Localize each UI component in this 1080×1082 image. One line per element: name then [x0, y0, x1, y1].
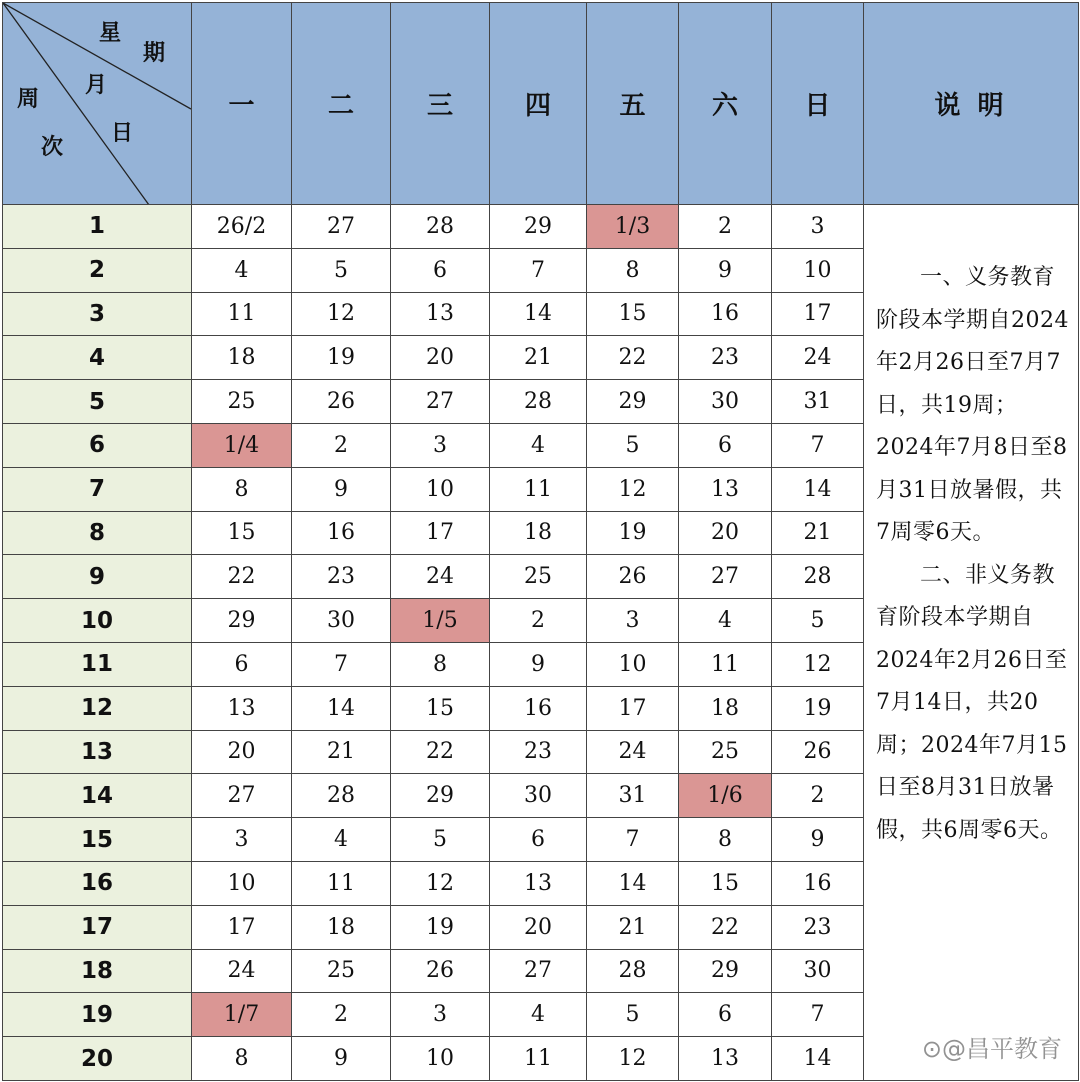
watermark-text: @昌平教育	[942, 1035, 1062, 1063]
corner-label-qi: 期	[143, 41, 166, 66]
date-cell: 13	[679, 467, 772, 511]
date-cell: 13	[192, 686, 292, 730]
week-number-cell: 9	[3, 555, 192, 599]
date-cell: 26	[292, 380, 391, 424]
date-cell: 5	[772, 599, 864, 643]
date-cell: 13	[490, 861, 587, 905]
date-cell: 3	[587, 599, 679, 643]
date-cell: 27	[192, 774, 292, 818]
date-cell: 31	[587, 774, 679, 818]
date-cell: 10	[391, 467, 490, 511]
date-cell: 18	[679, 686, 772, 730]
date-cell: 17	[192, 905, 292, 949]
weibo-icon: ⊙	[921, 1035, 942, 1063]
header-notes: 说 明	[864, 3, 1079, 205]
header-day-fri: 五	[587, 3, 679, 205]
week-number-cell: 14	[3, 774, 192, 818]
date-cell: 19	[772, 686, 864, 730]
date-cell: 3	[192, 818, 292, 862]
date-cell: 2	[292, 993, 391, 1037]
date-cell: 8	[587, 248, 679, 292]
date-cell: 2	[679, 205, 772, 249]
date-cell: 28	[391, 205, 490, 249]
notes-cell	[864, 205, 1079, 1081]
header-day-thu: 四	[490, 3, 587, 205]
date-cell: 25	[292, 949, 391, 993]
date-cell: 7	[772, 993, 864, 1037]
date-cell: 20	[679, 511, 772, 555]
week-number-cell: 15	[3, 818, 192, 862]
date-cell: 17	[391, 511, 490, 555]
date-cell: 11	[490, 467, 587, 511]
date-cell: 6	[391, 248, 490, 292]
date-cell: 26	[587, 555, 679, 599]
date-cell: 17	[772, 292, 864, 336]
date-cell: 26	[772, 730, 864, 774]
date-cell: 14	[587, 861, 679, 905]
header-corner-cell	[3, 3, 192, 205]
date-cell: 19	[391, 905, 490, 949]
month-start-cell: 1/6	[679, 774, 772, 818]
date-cell: 16	[292, 511, 391, 555]
notes-paragraph-p2: 二、非义务教育阶段本学期自2024年2月26日至7月14日，共20周；2024年7月15日至8月31日放暑假，共6周零6天。	[876, 562, 1068, 843]
date-cell: 27	[391, 380, 490, 424]
week-number-cell: 17	[3, 905, 192, 949]
date-cell: 12	[587, 467, 679, 511]
date-cell: 14	[772, 467, 864, 511]
week-number-cell: 8	[3, 511, 192, 555]
date-cell: 22	[391, 730, 490, 774]
date-cell: 11	[292, 861, 391, 905]
date-cell: 3	[772, 205, 864, 249]
date-cell: 2	[292, 423, 391, 467]
date-cell: 8	[192, 1037, 292, 1081]
date-cell: 29	[490, 205, 587, 249]
header-day-tue: 二	[292, 3, 391, 205]
date-cell: 24	[772, 336, 864, 380]
header-day-wed: 三	[391, 3, 490, 205]
date-cell: 3	[391, 423, 490, 467]
date-cell: 19	[292, 336, 391, 380]
date-cell: 22	[192, 555, 292, 599]
notes-paragraph-p1: 一、义务教育阶段本学期自2024年2月26日至7月7日，共19周；2024年7月8日至8月31日放暑假，共7周零6天。	[876, 265, 1069, 545]
date-cell: 5	[587, 993, 679, 1037]
date-cell: 27	[292, 205, 391, 249]
date-cell: 17	[587, 686, 679, 730]
date-cell: 12	[292, 292, 391, 336]
week-number-cell: 19	[3, 993, 192, 1037]
week-number-cell: 18	[3, 949, 192, 993]
date-cell: 21	[490, 336, 587, 380]
header-row	[3, 3, 1079, 205]
date-cell: 27	[490, 949, 587, 993]
date-cell: 9	[772, 818, 864, 862]
date-cell: 30	[490, 774, 587, 818]
date-cell: 11	[490, 1037, 587, 1081]
corner-label-yue: 月	[85, 73, 108, 98]
date-cell: 18	[490, 511, 587, 555]
date-cell: 6	[490, 818, 587, 862]
school-calendar-table	[2, 2, 1079, 1081]
date-cell: 9	[490, 642, 587, 686]
date-cell: 11	[192, 292, 292, 336]
date-cell: 3	[391, 993, 490, 1037]
date-cell: 2	[772, 774, 864, 818]
date-cell: 7	[292, 642, 391, 686]
month-start-cell: 1/3	[587, 205, 679, 249]
date-cell: 18	[292, 905, 391, 949]
date-cell: 26	[391, 949, 490, 993]
month-start-cell: 1/7	[192, 993, 292, 1037]
date-cell: 15	[587, 292, 679, 336]
date-cell: 30	[772, 949, 864, 993]
date-cell: 16	[772, 861, 864, 905]
date-cell: 4	[490, 993, 587, 1037]
table-row	[3, 205, 1079, 249]
date-cell: 28	[772, 555, 864, 599]
week-number-cell: 13	[3, 730, 192, 774]
date-cell: 30	[292, 599, 391, 643]
date-cell: 2	[490, 599, 587, 643]
date-cell: 25	[490, 555, 587, 599]
date-cell: 16	[679, 292, 772, 336]
header-day-sat: 六	[679, 3, 772, 205]
date-cell: 8	[192, 467, 292, 511]
date-cell: 8	[391, 642, 490, 686]
week-number-cell: 1	[3, 205, 192, 249]
date-cell: 23	[292, 555, 391, 599]
date-cell: 11	[679, 642, 772, 686]
date-cell: 15	[679, 861, 772, 905]
date-cell: 8	[679, 818, 772, 862]
corner-label-ri: 日	[111, 121, 134, 146]
date-cell: 22	[679, 905, 772, 949]
date-cell: 7	[772, 423, 864, 467]
date-cell: 7	[587, 818, 679, 862]
date-cell: 28	[587, 949, 679, 993]
week-number-cell: 12	[3, 686, 192, 730]
date-cell: 28	[490, 380, 587, 424]
date-cell: 20	[192, 730, 292, 774]
month-start-cell: 1/5	[391, 599, 490, 643]
date-cell: 20	[391, 336, 490, 380]
date-cell: 6	[192, 642, 292, 686]
week-number-cell: 7	[3, 467, 192, 511]
date-cell: 9	[679, 248, 772, 292]
date-cell: 28	[292, 774, 391, 818]
month-start-cell: 1/4	[192, 423, 292, 467]
date-cell: 9	[292, 1037, 391, 1081]
date-cell: 16	[490, 686, 587, 730]
date-cell: 23	[490, 730, 587, 774]
date-cell: 4	[192, 248, 292, 292]
week-number-cell: 3	[3, 292, 192, 336]
week-number-cell: 4	[3, 336, 192, 380]
date-cell: 22	[587, 336, 679, 380]
date-cell: 6	[679, 993, 772, 1037]
header-day-mon: 一	[192, 3, 292, 205]
date-cell: 14	[292, 686, 391, 730]
date-cell: 9	[292, 467, 391, 511]
corner-label-zhou: 周	[17, 87, 40, 112]
date-cell: 19	[587, 511, 679, 555]
date-cell: 10	[391, 1037, 490, 1081]
date-cell: 24	[192, 949, 292, 993]
date-cell: 29	[192, 599, 292, 643]
corner-label-xing: 星	[99, 21, 122, 46]
date-cell: 5	[391, 818, 490, 862]
date-cell: 15	[192, 511, 292, 555]
date-cell: 5	[587, 423, 679, 467]
date-cell: 12	[587, 1037, 679, 1081]
date-cell: 4	[292, 818, 391, 862]
week-number-cell: 16	[3, 861, 192, 905]
date-cell: 21	[772, 511, 864, 555]
date-cell: 24	[391, 555, 490, 599]
date-cell: 21	[587, 905, 679, 949]
week-number-cell: 6	[3, 423, 192, 467]
date-cell: 14	[772, 1037, 864, 1081]
date-cell: 30	[679, 380, 772, 424]
date-cell: 23	[679, 336, 772, 380]
date-cell: 29	[587, 380, 679, 424]
watermark	[922, 1029, 1062, 1064]
date-cell: 4	[679, 599, 772, 643]
week-number-cell: 10	[3, 599, 192, 643]
date-cell: 14	[490, 292, 587, 336]
date-cell: 23	[772, 905, 864, 949]
date-cell: 26/2	[192, 205, 292, 249]
date-cell: 20	[490, 905, 587, 949]
date-cell: 12	[772, 642, 864, 686]
week-number-cell: 20	[3, 1037, 192, 1081]
header-day-sun: 日	[772, 3, 864, 205]
date-cell: 27	[679, 555, 772, 599]
date-cell: 29	[679, 949, 772, 993]
date-cell: 6	[679, 423, 772, 467]
date-cell: 7	[490, 248, 587, 292]
date-cell: 25	[679, 730, 772, 774]
date-cell: 24	[587, 730, 679, 774]
date-cell: 13	[391, 292, 490, 336]
date-cell: 21	[292, 730, 391, 774]
corner-label-ci: 次	[41, 135, 64, 160]
date-cell: 18	[192, 336, 292, 380]
date-cell: 10	[772, 248, 864, 292]
week-number-cell: 11	[3, 642, 192, 686]
date-cell: 10	[192, 861, 292, 905]
week-number-cell: 5	[3, 380, 192, 424]
date-cell: 25	[192, 380, 292, 424]
date-cell: 10	[587, 642, 679, 686]
date-cell: 31	[772, 380, 864, 424]
date-cell: 12	[391, 861, 490, 905]
date-cell: 29	[391, 774, 490, 818]
week-number-cell: 2	[3, 248, 192, 292]
date-cell: 5	[292, 248, 391, 292]
date-cell: 4	[490, 423, 587, 467]
date-cell: 13	[679, 1037, 772, 1081]
date-cell: 15	[391, 686, 490, 730]
